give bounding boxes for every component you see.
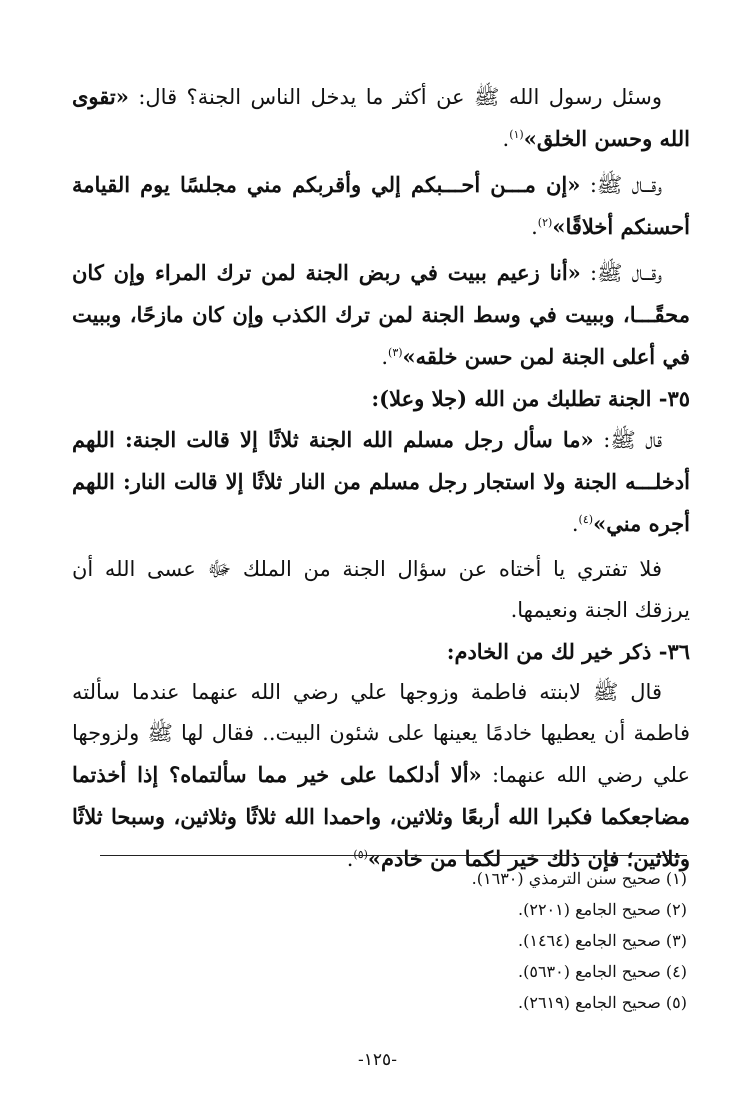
footnote-4: (٤) صحيح الجامع (٥٦٣٠). — [518, 962, 687, 981]
paragraph-intro: وقـــال ﷺ: — [580, 261, 662, 285]
footnote-1: (١) صحيح سنن الترمذي (١٦٣٠). — [471, 869, 687, 888]
hadith-quote: «أنا زعيم ببيت في ربض الجنة لمن ترك المراء وإن كان محقًـــا، وببيت في وسط الجنة لمن ترك الكذب وإن كان مازحًا، وببيت في أعلى الجنة لمن حسن خلقه» — [72, 260, 690, 369]
paragraph-1: وسئل رسول الله ﷺ عن أكثر ما يدخل الناس الجنة؟ قال: «تقوى الله وحسن الخلق»$^{(١)}$. — [72, 84, 690, 151]
paragraph-36: قال ﷺ لابنته فاطمة وزوجها علي رضي الله عنهما عندما سألته فاطمة أن يعطيها خادمًا يعينها على شئون البيت.. فقال لها ﷺ ولزوجها علي رضي الله عنهما: «ألا أدلكما على خير مما سألتماه؟ إذا أخذتما مضاجعكما فكبرا الله أربعًا وثلاثين، واحمدا الله ثلاثًا وثلاثين، وسبحا ثلاثًا وثلاثين؛ فإن ذلك خير لكما من خادم»$^{(٥)}$. — [72, 680, 690, 871]
paragraph-35: قال ﷺ: «ما سأل رجل مسلم الله الجنة ثلاثًا إلا قالت الجنة: اللهم أدخلـــه الجنة ولا استجار رجل مسلم من النار ثلاثًا إلا قالت النار: اللهم أجره مني»$^{(٤)}$. — [72, 427, 690, 536]
footnote-divider — [100, 855, 687, 856]
footnote-ref: (٣) — [388, 346, 403, 359]
paragraph-intro: وسئل رسول الله ﷺ عن أكثر ما يدخل الناس الجنة؟ قال: — [128, 85, 662, 109]
footnotes — [250, 863, 687, 1018]
paragraph-3: وقـــال ﷺ: «أنا زعيم ببيت في ربض الجنة لمن ترك المراء وإن كان محقًـــا، وببيت في وسط الجنة لمن ترك الكذب وإن كان مازحًا، وببيت في أعلى الجنة لمن حسن خلقه»$^{(٣)}$. — [72, 260, 690, 369]
hadith-quote: «إن مـــن أحـــبكم إلي وأقربكم مني مجلسًا يوم القيامة أحسنكم أخلاقًا» — [72, 172, 690, 239]
footnote-ref: (١) — [509, 128, 524, 141]
paragraph-intro: قال ﷺ: — [593, 428, 662, 452]
section-heading-36: ٣٦- ذكر خير لك من الخادم: — [446, 639, 690, 664]
footnote-3: (٣) صحيح الجامع (١٤٦٤). — [518, 931, 687, 950]
paragraph-intro: وقـــال ﷺ: — [580, 173, 662, 197]
footnote-ref: (٤) — [578, 513, 594, 526]
footnote-2: (٢) صحيح الجامع (٢٢٠١). — [518, 900, 687, 919]
paragraph-35b: فلا تفتري يا أختاه عن سؤال الجنة من الملك ﷻ عسى الله أن يرزقك الجنة ونعيمها. — [72, 557, 690, 622]
paragraph-2: وقـــال ﷺ: «إن مـــن أحـــبكم إلي وأقربكم مني مجلسًا يوم القيامة أحسنكم أخلاقًا»$^{(٢)}$. — [72, 172, 690, 239]
paragraph-intro: قال ﷺ لابنته فاطمة وزوجها علي رضي الله عنهما عندما سألته فاطمة أن يعطيها خادمًا يعينها على شئون البيت.. فقال لها ﷺ ولزوجها علي رضي الله عنهما: — [72, 680, 690, 787]
hadith-quote: «تقوى الله وحسن الخلق» — [72, 84, 690, 151]
hadith-quote: «ما سأل رجل مسلم الله الجنة ثلاثًا إلا قالت الجنة: اللهم أدخلـــه الجنة ولا استجار رجل مسلم من النار ثلاثًا إلا قالت النار: اللهم أجره مني» — [72, 427, 690, 536]
page-number: -١٢٥- — [358, 1050, 397, 1070]
section-heading-35: ٣٥- الجنة تطلبك من الله (جلا وعلا): — [371, 386, 690, 411]
footnote-5: (٥) صحيح الجامع (٢٦١٩). — [518, 993, 687, 1012]
main-text — [72, 76, 690, 880]
footnote-ref: (٥) — [353, 848, 368, 861]
footnote-ref: (٢) — [537, 216, 553, 229]
hadith-quote: «ألا أدلكما على خير مما سألتماه؟ إذا أخذتما مضاجعكما فكبرا الله أربعًا وثلاثين، واحمدا الله ثلاثًا وثلاثين، وسبحا ثلاثًا وثلاثين؛ فإن ذلك خير لكما من خادم» — [72, 762, 690, 871]
